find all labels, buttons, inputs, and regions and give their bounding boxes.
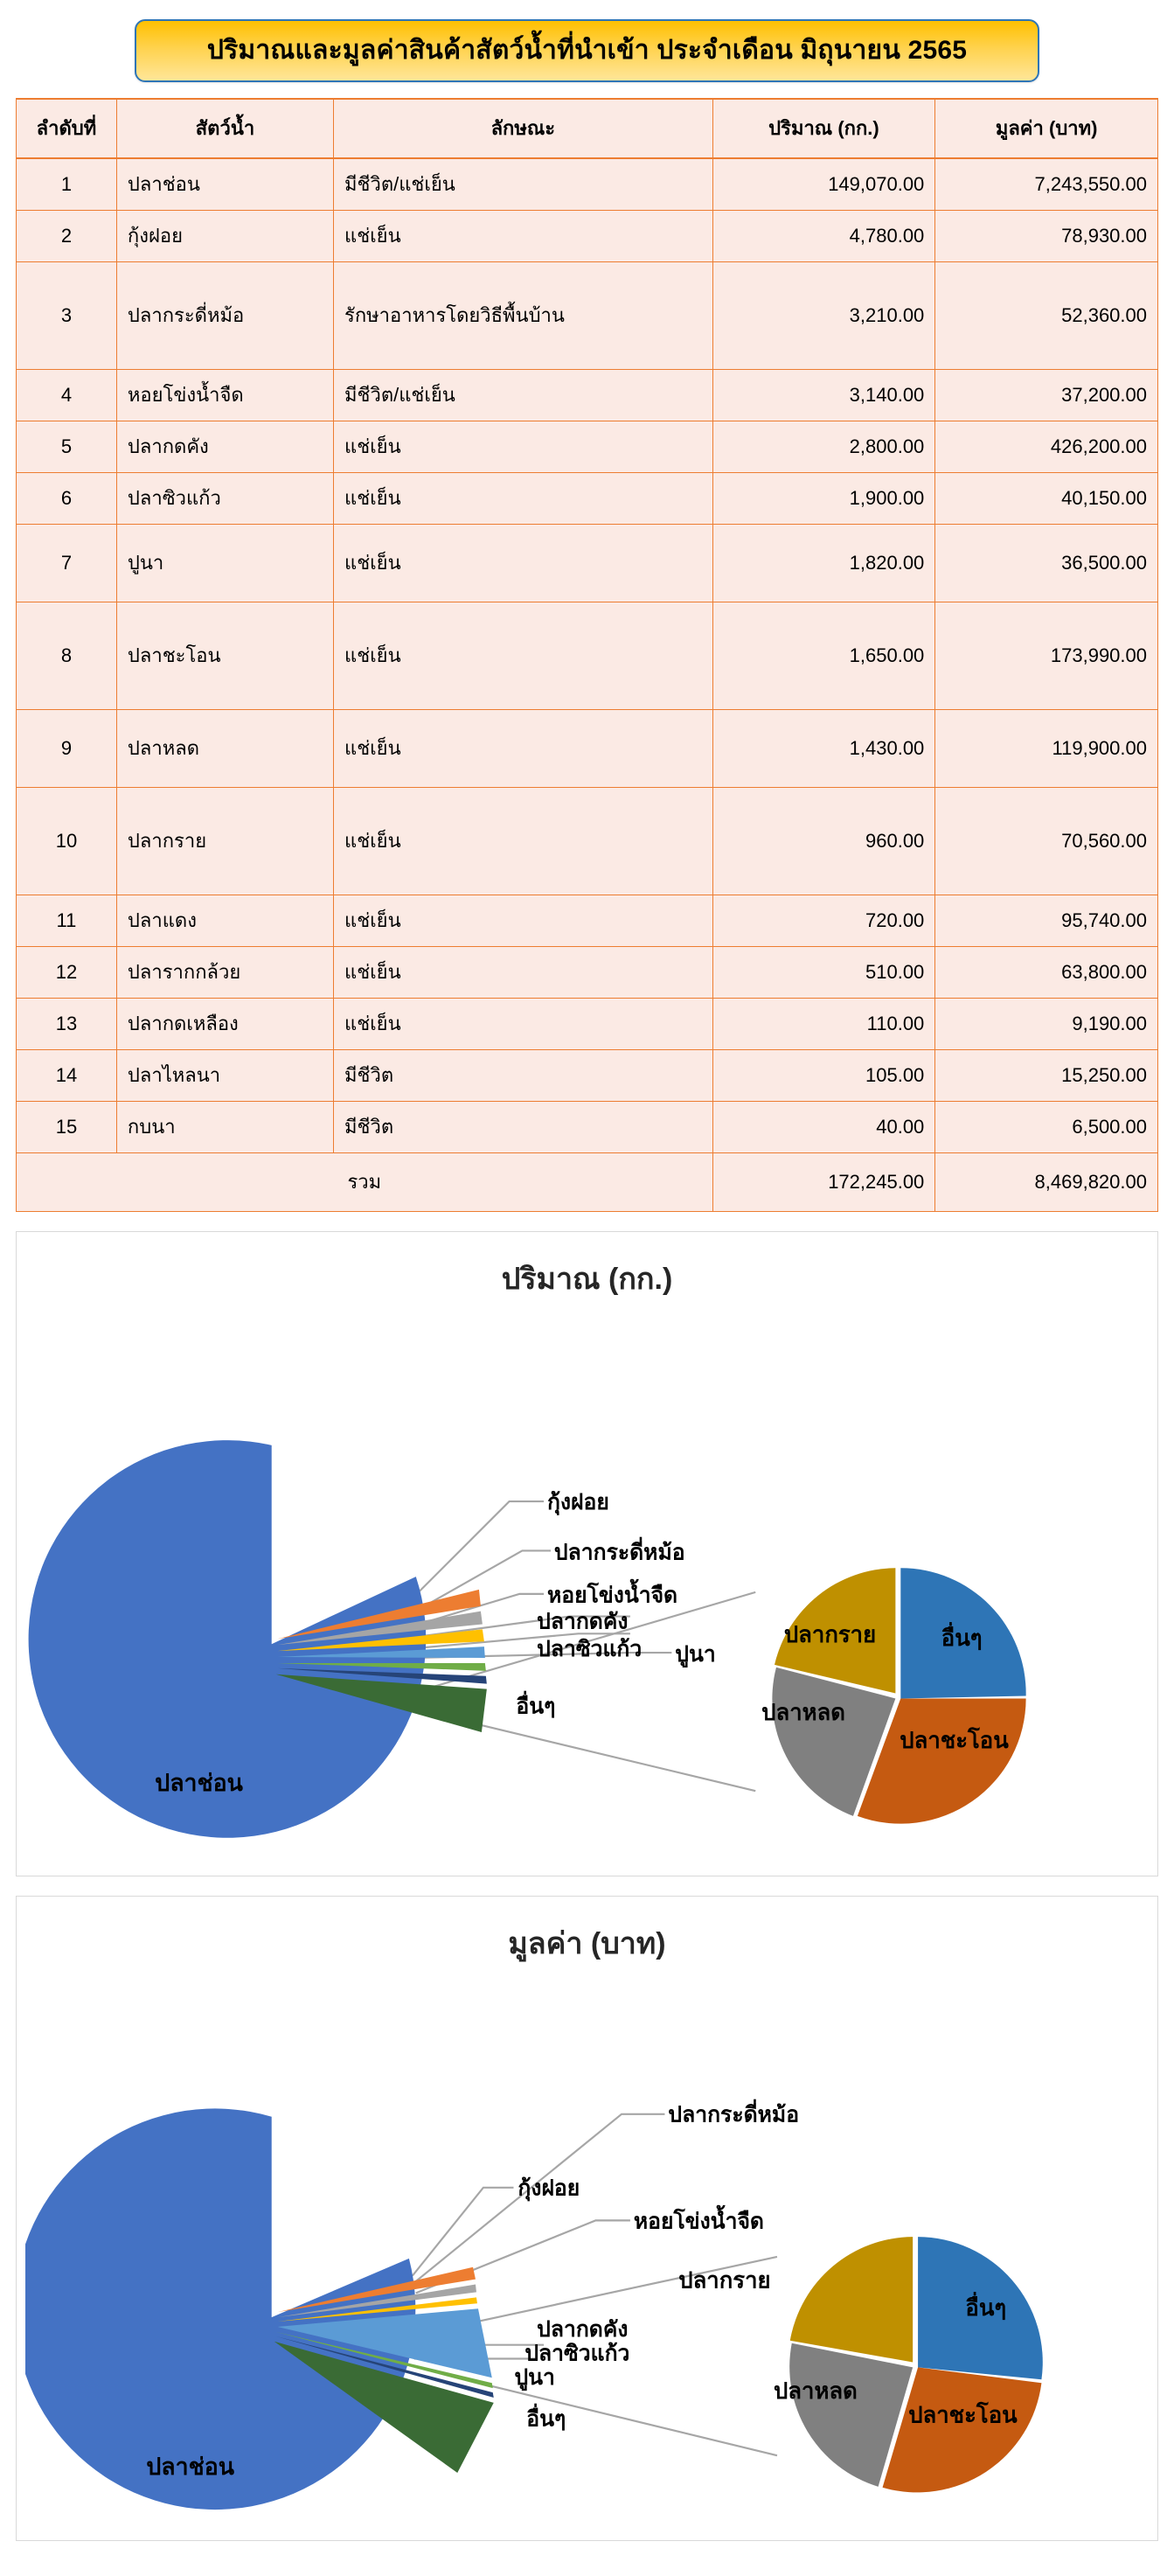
import-data-table [16, 98, 1158, 1212]
label-plakodkang: ปลากดคัง [537, 1610, 629, 1634]
title-banner-wrapper [16, 0, 1158, 98]
total-label: รวม [17, 1153, 713, 1212]
cell-no: 14 [17, 1050, 117, 1102]
column-header-type: ลักษณะ [334, 99, 713, 158]
cell-name: ปลาหลด [116, 710, 333, 788]
title-banner [135, 19, 1039, 82]
cell-name: หอยโข่งน้ำจืด [116, 370, 333, 421]
cell-no: 3 [17, 262, 117, 370]
cell-name: ปลากดคัง [116, 421, 333, 473]
table-row [17, 602, 1158, 710]
label-other-main: อื่นๆ [526, 2407, 566, 2432]
cell-no: 11 [17, 895, 117, 947]
table-row [17, 211, 1158, 262]
cell-name: ปลากดเหลือง [116, 999, 333, 1050]
cell-qty: 2,800.00 [712, 421, 935, 473]
cell-name: ปลากระดี่หม้อ [116, 262, 333, 370]
cell-type: แช่เย็น [334, 999, 713, 1050]
column-header-value: มูลค่า (บาท) [935, 99, 1158, 158]
cell-value: 37,200.00 [935, 370, 1158, 421]
label-puna: ปูนา [675, 1642, 716, 1667]
cell-type: มีชีวิต [334, 1102, 713, 1153]
table-row [17, 370, 1158, 421]
table-row [17, 788, 1158, 895]
table-row [17, 947, 1158, 999]
label-hoikhong: หอยโข่งน้ำจืด [547, 1584, 678, 1608]
cell-value: 36,500.00 [935, 525, 1158, 602]
label-hoikhong: หอยโข่งน้ำจืด [633, 2210, 764, 2234]
table-body [17, 158, 1158, 1153]
chart-title-quantity: ปริมาณ (กก.) [501, 1263, 673, 1296]
cell-qty: 3,210.00 [712, 262, 935, 370]
secondary-pie-quantity [772, 1568, 1025, 1823]
cell-type: แช่เย็น [334, 421, 713, 473]
table-row [17, 1102, 1158, 1153]
cell-name: กุ้งฝอย [116, 211, 333, 262]
table-row [17, 999, 1158, 1050]
label-plakradihmo: ปลากระดี่หม้อ [668, 2103, 800, 2127]
cell-type: มีชีวิต [334, 1050, 713, 1102]
chart-stage-quantity [25, 1304, 1149, 1863]
table-row [17, 158, 1158, 211]
cell-type: แช่เย็น [334, 788, 713, 895]
secondary-pie-value [789, 2237, 1043, 2492]
label-plachon: ปลาช่อน [155, 1770, 243, 1797]
cell-type: รักษาอาหารโดยวิธีพื้นบ้าน [334, 262, 713, 370]
label-sec-plakrai: ปลากราย [783, 1623, 877, 1648]
cell-no: 2 [17, 211, 117, 262]
cell-value: 95,740.00 [935, 895, 1158, 947]
cell-qty: 1,820.00 [712, 525, 935, 602]
cell-name: ปลาไหลนา [116, 1050, 333, 1102]
cell-name: ปลาซิวแก้ว [116, 473, 333, 525]
table-total-row [17, 1153, 1158, 1212]
label-sec-other: อื่นๆ [965, 2296, 1007, 2322]
label-kungfoi: กุ้งฝอย [518, 2176, 580, 2201]
label-plasiewkaew: ปลาซิวแก้ว [524, 2342, 630, 2366]
cell-type: แช่เย็น [334, 602, 713, 710]
label-plakodkang: ปลากดคัง [537, 2317, 629, 2342]
table-row [17, 525, 1158, 602]
label-plasiewkaew: ปลาซิวแก้ว [537, 1638, 643, 1662]
table-footer [17, 1153, 1158, 1212]
cell-no: 6 [17, 473, 117, 525]
cell-no: 15 [17, 1102, 117, 1153]
table-row [17, 895, 1158, 947]
cell-type: มีชีวิต/แช่เย็น [334, 370, 713, 421]
cell-type: แช่เย็น [334, 473, 713, 525]
label-sec-plakrai: ปลากราย [678, 2268, 771, 2294]
cell-no: 10 [17, 788, 117, 895]
pie-of-pie-value [25, 1968, 1149, 2528]
cell-value: 426,200.00 [935, 421, 1158, 473]
cell-name: ปลากราย [116, 788, 333, 895]
cell-qty: 1,650.00 [712, 602, 935, 710]
table-header [17, 99, 1158, 158]
cell-no: 1 [17, 158, 117, 211]
label-sec-plalod: ปลาหลด [761, 1701, 845, 1726]
table-row [17, 262, 1158, 370]
cell-type: แช่เย็น [334, 895, 713, 947]
table-row [17, 1050, 1158, 1102]
cell-name: ปลาชะโอน [116, 602, 333, 710]
cell-qty: 720.00 [712, 895, 935, 947]
label-plachon: ปลาช่อน [146, 2453, 234, 2480]
label-sec-plachaon: ปลาชะโอน [900, 1728, 1009, 1753]
cell-name: ปลารากกล้วย [116, 947, 333, 999]
chart-card-quantity [16, 1231, 1158, 1876]
cell-value: 40,150.00 [935, 473, 1158, 525]
cell-type: แช่เย็น [334, 211, 713, 262]
cell-no: 8 [17, 602, 117, 710]
column-header-qty: ปริมาณ (กก.) [712, 99, 935, 158]
table-row [17, 473, 1158, 525]
table-row [17, 710, 1158, 788]
total-value: 8,469,820.00 [935, 1153, 1158, 1212]
cell-type: มีชีวิต/แช่เย็น [334, 158, 713, 211]
cell-qty: 4,780.00 [712, 211, 935, 262]
cell-qty: 1,900.00 [712, 473, 935, 525]
cell-value: 15,250.00 [935, 1050, 1158, 1102]
cell-type: แช่เย็น [334, 710, 713, 788]
table-header-row [17, 99, 1158, 158]
table-row [17, 421, 1158, 473]
cell-qty: 110.00 [712, 999, 935, 1050]
column-header-name: สัตว์น้ำ [116, 99, 333, 158]
page-title: ปริมาณและมูลค่าสินค้าสัตว์น้ำที่นำเข้า ประจำเดือน มิถุนายน 2565 [206, 36, 968, 66]
cell-type: แช่เย็น [334, 525, 713, 602]
cell-qty: 3,140.00 [712, 370, 935, 421]
cell-value: 52,360.00 [935, 262, 1158, 370]
cell-qty: 960.00 [712, 788, 935, 895]
cell-qty: 1,430.00 [712, 710, 935, 788]
label-plakradihmo: ปลากระดี่หม้อ [553, 1541, 685, 1565]
cell-value: 173,990.00 [935, 602, 1158, 710]
cell-value: 6,500.00 [935, 1102, 1158, 1153]
cell-value: 70,560.00 [935, 788, 1158, 895]
label-sec-other: อื่นๆ [941, 1626, 983, 1652]
cell-type: แช่เย็น [334, 947, 713, 999]
cell-name: ปลาช่อน [116, 158, 333, 211]
cell-no: 9 [17, 710, 117, 788]
cell-no: 7 [17, 525, 117, 602]
cell-no: 13 [17, 999, 117, 1050]
label-puna: ปูนา [514, 2366, 555, 2391]
chart-stage-value [25, 1968, 1149, 2528]
cell-qty: 149,070.00 [712, 158, 935, 211]
slice-plachon [25, 2108, 415, 2510]
cell-qty: 40.00 [712, 1102, 935, 1153]
main-pie-value [25, 2108, 494, 2510]
cell-no: 4 [17, 370, 117, 421]
cell-qty: 105.00 [712, 1050, 935, 1102]
cell-no: 5 [17, 421, 117, 473]
column-header-no: ลำดับที่ [17, 99, 117, 158]
cell-no: 12 [17, 947, 117, 999]
chart-title-value: มูลค่า (บาท) [508, 1927, 666, 1960]
label-sec-plalod: ปลาหลด [774, 2378, 858, 2404]
pie-of-pie-quantity [25, 1304, 1149, 1863]
label-sec-plachaon: ปลาชะโอน [908, 2403, 1018, 2428]
cell-value: 9,190.00 [935, 999, 1158, 1050]
chart-card-value [16, 1896, 1158, 2541]
label-kungfoi: กุ้งฝอย [547, 1490, 609, 1514]
cell-value: 78,930.00 [935, 211, 1158, 262]
cell-name: ปูนา [116, 525, 333, 602]
label-other-main: อื่นๆ [516, 1695, 556, 1719]
cell-value: 119,900.00 [935, 710, 1158, 788]
sec-slice-plakrai [790, 2237, 913, 2362]
cell-qty: 510.00 [712, 947, 935, 999]
main-pie-quantity [29, 1440, 487, 1838]
total-qty: 172,245.00 [712, 1153, 935, 1212]
cell-name: ปลาแดง [116, 895, 333, 947]
cell-name: กบนา [116, 1102, 333, 1153]
cell-value: 63,800.00 [935, 947, 1158, 999]
cell-value: 7,243,550.00 [935, 158, 1158, 211]
